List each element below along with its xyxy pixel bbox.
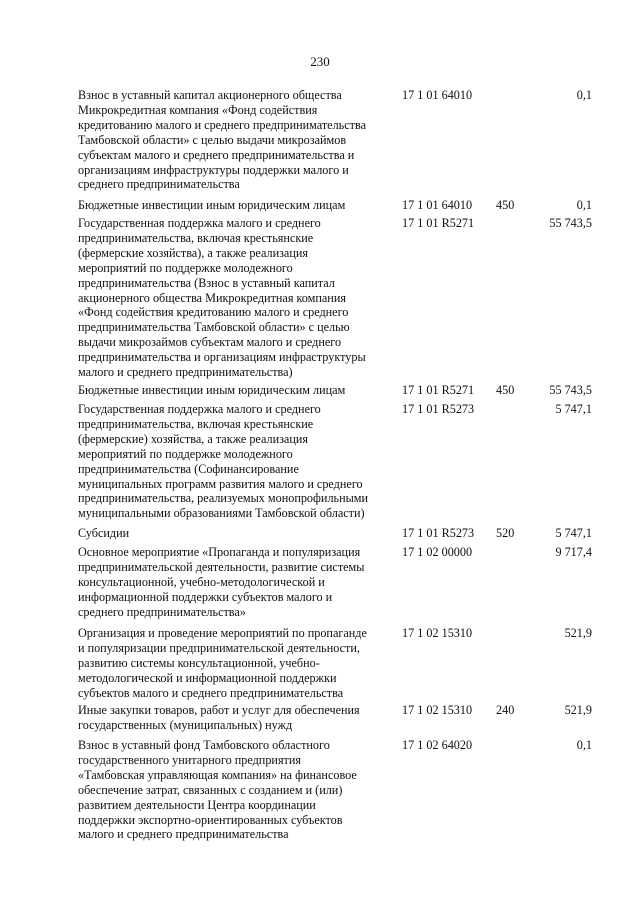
row-amount: 0,1 — [576, 88, 592, 102]
row-code: 17 1 02 64020 — [402, 738, 473, 752]
row-amount: 5 747,1 — [555, 526, 592, 540]
row-amount: 0,1 — [576, 738, 592, 752]
row-code: 17 1 01 64010 — [402, 198, 473, 212]
row-description: Основное мероприятие «Пропаганда и популяризация предпринимательской деятельности, развитие системы консультационной, учебно-методологической и информационной поддержки субъектов малого и среднего предпринимательства» — [78, 545, 365, 619]
row-description: Взнос в уставный фонд Тамбовского областного государственного унитарного предприятия «Тамбовская управляющая компания» на финансовое обеспечение затрат, связанных с созданием и (или) развитием деятельности Центра координации поддержки экспортно-ориентированных субъектов малого и среднего предпринимательства — [78, 738, 357, 842]
row-amount: 521,9 — [564, 626, 592, 640]
row-amount: 55 743,5 — [549, 216, 592, 230]
row-code: 17 1 01 64010 — [402, 88, 473, 102]
row-amount: 55 743,5 — [549, 383, 592, 397]
row-description: Государственная поддержка малого и среднего предпринимательства, включая крестьянские (фермерские хозяйства), а также реализация мероприятий по поддержке молодежного предпринимательства (Взнос в уставный капитал акционерного общества Микрокредитная компания «Фонд содействия кредитованию малого и среднего предпринимательства Тамбовской области» с целью выдачи микрозаймов субъектам малого и среднего предпринимательства и организациям инфраструктуры малого и среднего предпринимательства) — [78, 216, 366, 380]
row-vr: 240 — [496, 703, 515, 717]
row-description: Государственная поддержка малого и среднего предпринимательства, включая крестьянские (фермерские) хозяйства, а также реализация мероприятий по поддержке молодежного предпринимательства (Софинансирование муниципальных программ развития малого и среднего предпринимательства, реализуемых монопрофильными муниципальными образованиями Тамбовской области) — [78, 402, 369, 521]
page-number: 230 — [310, 54, 330, 69]
row-code: 17 1 01 R5273 — [402, 402, 475, 416]
row-description: Организация и проведение мероприятий по пропаганде и популяризации предпринимательской деятельности, развитию системы консультационной, учебно- методологической и информационной поддержки субъектов малого и среднего предпринимательства — [78, 626, 367, 700]
row-description: Субсидии — [78, 526, 130, 540]
row-code: 17 1 01 R5271 — [402, 383, 475, 397]
row-code: 17 1 02 15310 — [402, 626, 473, 640]
row-amount: 9 717,4 — [555, 545, 592, 559]
row-description: Бюджетные инвестиции иным юридическим лицам — [78, 198, 346, 212]
row-amount: 5 747,1 — [555, 402, 592, 416]
row-vr: 450 — [496, 198, 515, 212]
row-code: 17 1 01 R5271 — [402, 216, 475, 230]
row-amount: 0,1 — [576, 198, 592, 212]
row-description: Взнос в уставный капитал акционерного общества Микрокредитная компания «Фонд содействия кредитованию малого и среднего предпринимательства Тамбовской области» с целью выдачи микрозаймов субъектам малого и среднего предпринимательства и организациям инфраструктуры поддержки малого и среднего предпринимательства — [78, 88, 366, 192]
row-vr: 450 — [496, 383, 515, 397]
row-description: Иные закупки товаров, работ и услуг для обеспечения государственных (муниципальных) нужд — [78, 703, 360, 732]
row-vr: 520 — [496, 526, 515, 540]
row-code: 17 1 02 15310 — [402, 703, 473, 717]
row-code: 17 1 01 R5273 — [402, 526, 475, 540]
row-code: 17 1 02 00000 — [402, 545, 473, 559]
row-description: Бюджетные инвестиции иным юридическим лицам — [78, 383, 346, 397]
row-amount: 521,9 — [564, 703, 592, 717]
